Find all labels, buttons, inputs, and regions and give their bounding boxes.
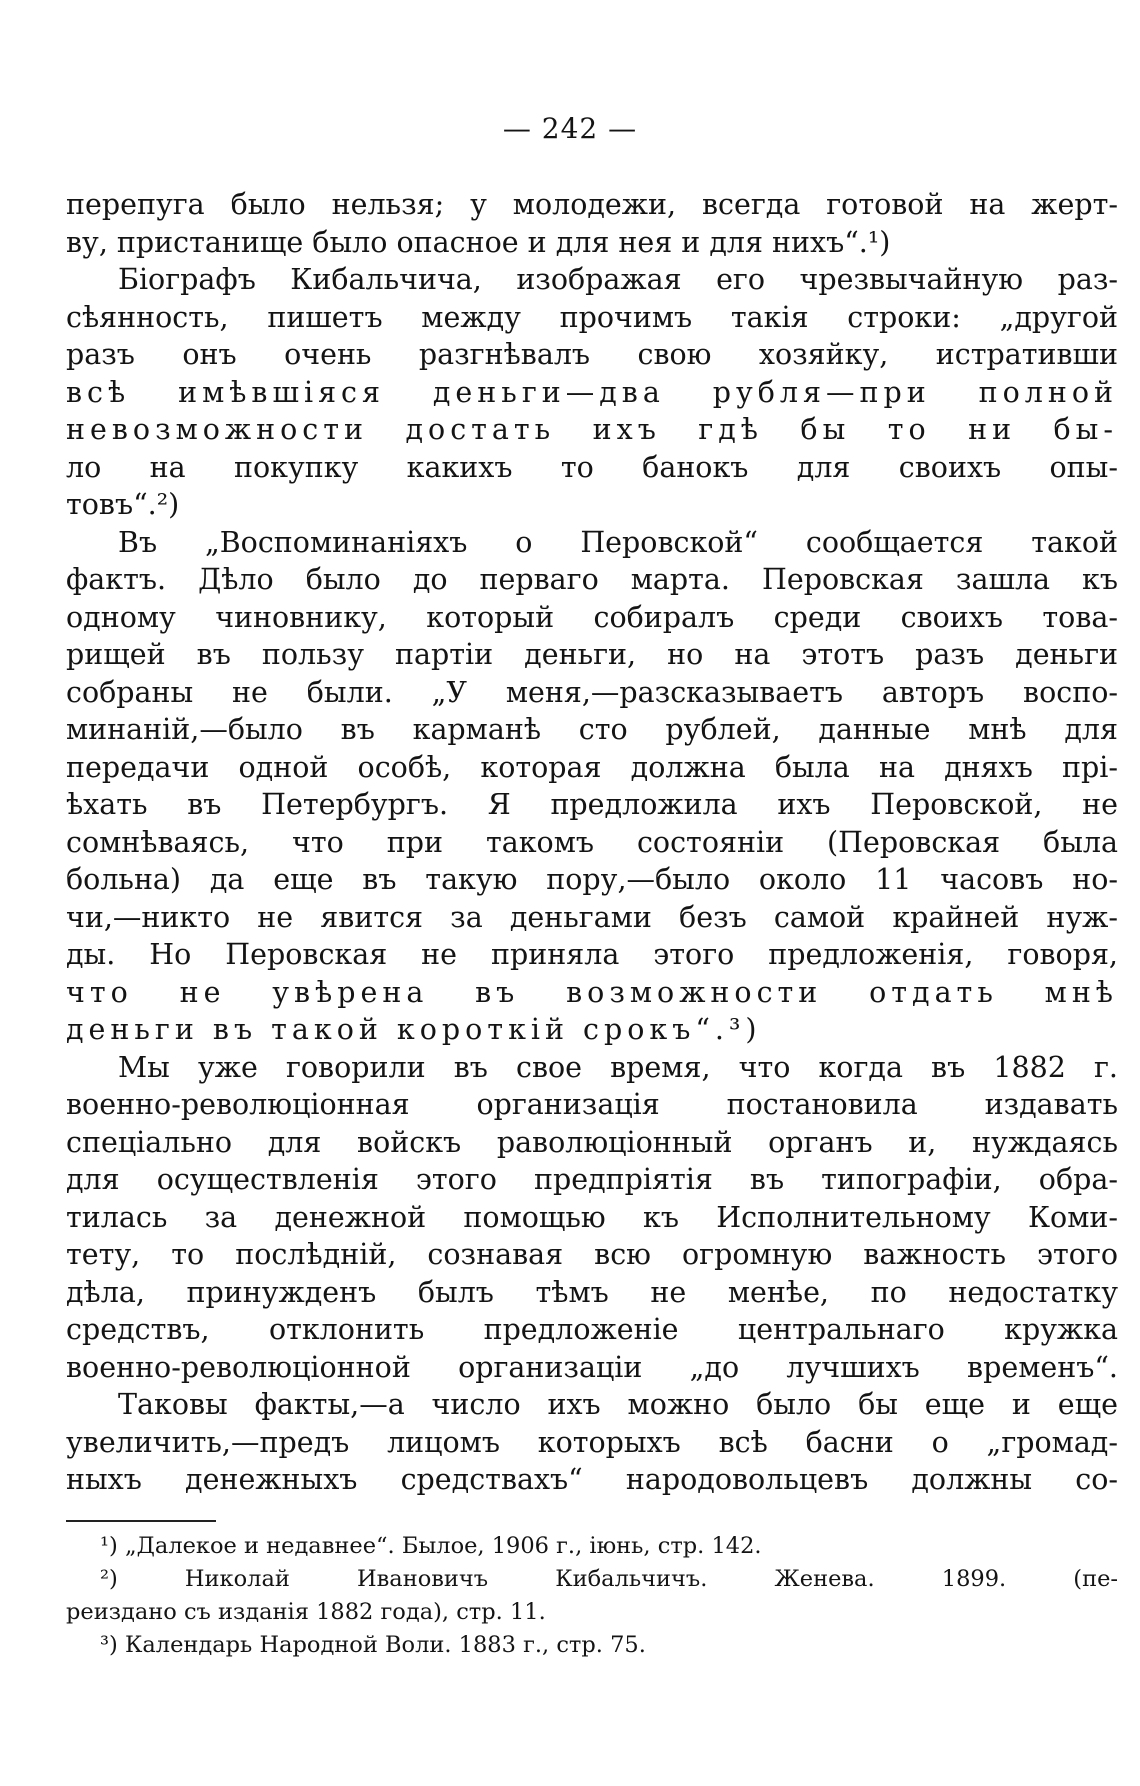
text-line: Таковы факты,—а число ихъ можно было бы еще и еще [118, 1388, 1118, 1421]
text-line: ѣхать въ Петербургъ. Я предложила ихъ Перовской, не [66, 788, 1118, 821]
text-line: фактъ. Дѣло было до перваго марта. Перовская зашла къ [66, 563, 1118, 596]
text-line: минаній,—было въ карманѣ сто рублей, данные мнѣ для [66, 713, 1118, 746]
text-line: ло на покупку какихъ то банокъ для своихъ опы- [66, 450, 1118, 484]
text-line: для осуществленія этого предпріятія въ типографіи, обра- [66, 1163, 1118, 1196]
text-line: Мы уже говорили въ свое время, что когда въ 1882 г. [118, 1050, 1118, 1084]
text-line: спеціально для войскъ раволюціонный органъ и, нуждаясь [66, 1125, 1118, 1159]
text-line: ву, пристанище было опасное и для нея и для нихъ“.¹) [66, 225, 891, 259]
text-line: перепуга было нельзя; у молодежи, всегда готовой на жерт- [66, 188, 1118, 221]
text-line: военно-революціонная организація постановила издавать [66, 1088, 1118, 1121]
text-line: сѣянность, пишетъ между прочимъ такія строки: „другой [66, 300, 1118, 334]
text-line: рищей въ пользу партіи деньги, но на этотъ разъ деньги [66, 638, 1118, 671]
text-line: ды. Но Перовская не приняла этого предложенія, говоря, [66, 938, 1118, 971]
text-line: передачи одной особѣ, которая должна была на дняхъ прі- [66, 750, 1118, 784]
footnote-2: ²) Николай Ивановичъ Кибальчичъ. Женева. 1899. (пе- [100, 1566, 1118, 1592]
text-line: увеличить,—предъ лицомъ которыхъ всѣ басни о „громад- [66, 1425, 1118, 1459]
text-line: военно-революціонной организаціи „до лучшихъ временъ“. [66, 1350, 1118, 1384]
text-line: сомнѣваясь, что при такомъ состояніи (Перовская была [66, 825, 1118, 859]
footnote-divider [66, 1520, 216, 1522]
body-text [66, 186, 1118, 1499]
footnote-1: ¹) „Далекое и недавнее“. Былое, 1906 г., іюнь, стр. 142. [100, 1533, 762, 1559]
text-line: всѣ имѣвшіяся деньги—два рубля—при полной [66, 375, 1118, 409]
text-line: Біографъ Кибальчича, изображая его чрезвычайную раз- [118, 263, 1118, 296]
text-line: тету, то послѣдній, сознавая всю огромную важность этого [66, 1238, 1118, 1271]
text-line: дѣла, принужденъ былъ тѣмъ не менѣе, по недостатку [66, 1275, 1118, 1309]
text-line: ныхъ денежныхъ средствахъ“ народовольцевъ должны со- [66, 1463, 1118, 1496]
text-line: невозможности достать ихъ гдѣ бы то ни бы- [66, 413, 1118, 446]
text-line: тилась за денежной помощью къ Исполнительному Коми- [66, 1200, 1118, 1234]
footnote-2-continued: реиздано съ изданія 1882 года), стр. 11. [66, 1599, 546, 1625]
text-line: больна) да еще въ такую пору,—было около 11 часовъ но- [66, 863, 1118, 896]
page-number: — 242 — [502, 112, 638, 145]
text-line: товъ“.²) [66, 488, 180, 521]
text-line: деньги въ такой короткій срокъ“.³) [66, 1013, 762, 1046]
text-line: средствъ, отклонить предложеніе центральнаго кружка [66, 1313, 1118, 1346]
text-line: Въ „Воспоминаніяхъ о Перовской“ сообщается такой [118, 525, 1118, 559]
text-line: собраны не были. „У меня,—разсказываетъ авторъ воспо- [66, 675, 1118, 709]
footnote-3: ³) Календарь Народной Воли. 1883 г., стр. 75. [100, 1632, 646, 1658]
footnotes [66, 1530, 1118, 1662]
text-line: чи,—никто не явится за деньгами безъ самой крайней нуж- [66, 900, 1118, 934]
text-line: что не увѣрена въ возможности отдать мнѣ [66, 975, 1118, 1009]
text-line: одному чиновнику, который собиралъ среди своихъ това- [66, 600, 1118, 634]
text-line: разъ онъ очень разгнѣвалъ свою хозяйку, истративши [66, 338, 1118, 371]
